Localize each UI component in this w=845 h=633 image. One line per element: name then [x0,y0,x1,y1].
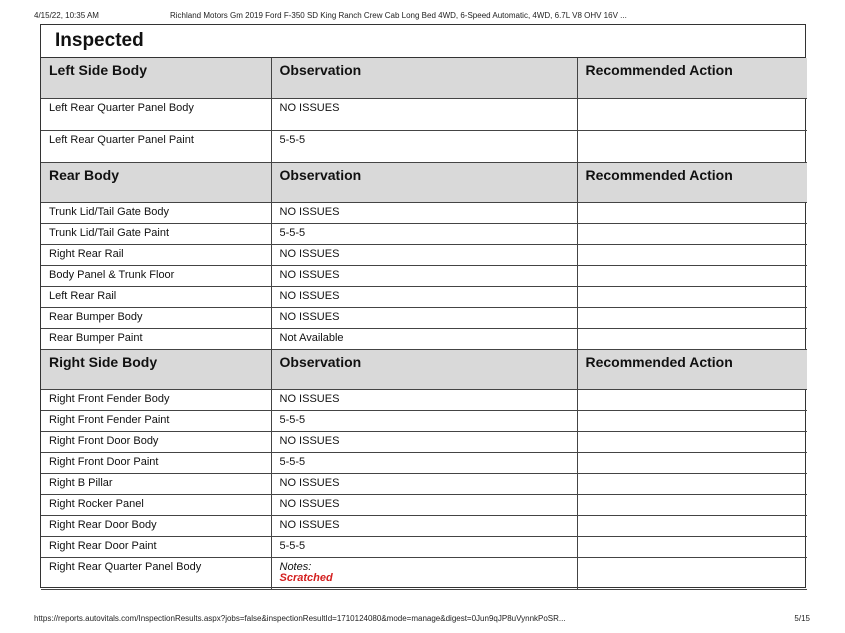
observation-cell: NO ISSUES [271,431,577,452]
recommended-action-cell [577,536,807,557]
observation-cell: NO ISSUES [271,202,577,223]
recommended-action-cell [577,494,807,515]
observation-cell: NO ISSUES [271,494,577,515]
inspection-row [41,244,807,265]
observation-column-header: Observation [271,162,577,202]
inspection-item: Left Rear Quarter Panel Paint [41,130,271,162]
inspection-item: Right Front Door Body [41,431,271,452]
inspection-row [41,431,807,452]
recommended-action-cell [577,130,807,162]
observation-cell: NO ISSUES [271,98,577,130]
print-header [34,11,814,20]
section-heading: Left Side Body [41,58,271,98]
section-header-row [41,349,807,389]
observation-cell: NO ISSUES [271,244,577,265]
recommended-action-cell [577,286,807,307]
recommended-action-cell [577,202,807,223]
inspection-row [41,223,807,244]
inspection-row [41,494,807,515]
notes-value: Scratched [279,571,333,584]
observation-column-header: Observation [271,349,577,389]
recommended-action-cell [577,473,807,494]
observation-cell: Not Available [271,328,577,349]
recommended-action-cell [577,265,807,286]
observation-cell: 5-5-5 [271,223,577,244]
inspection-item: Right Rear Door Paint [41,536,271,557]
print-url: https://reports.autovitals.com/InspectionResults.aspx?jobs=false&inspectionResultId=1710124080&mode=manage&digest=0Jun9qJP8uVynnkPoSR... [34,614,566,623]
recommended-action-cell [577,307,807,328]
observation-cell: 5-5-5 [271,410,577,431]
inspection-item: Right Front Fender Paint [41,410,271,431]
print-timestamp: 4/15/22, 10:35 AM [34,11,99,20]
inspection-item: Left Rear Rail [41,286,271,307]
inspection-item: Left Rear Quarter Panel Body [41,98,271,130]
inspection-table [41,58,807,590]
inspection-row [41,410,807,431]
inspection-item: Right Rear Quarter Panel Body [41,557,271,589]
inspection-row [41,307,807,328]
recommended-action-column-header: Recommended Action [577,162,807,202]
recommended-action-cell [577,223,807,244]
recommended-action-cell [577,431,807,452]
inspection-row [41,328,807,349]
section-heading: Rear Body [41,162,271,202]
recommended-action-cell [577,410,807,431]
recommended-action-cell [577,389,807,410]
inspection-row [41,98,807,130]
observation-cell [271,557,577,589]
observation-cell: 5-5-5 [271,130,577,162]
recommended-action-cell [577,452,807,473]
recommended-action-column-header: Recommended Action [577,58,807,98]
inspection-item: Trunk Lid/Tail Gate Body [41,202,271,223]
page-number: 5/15 [794,614,810,623]
inspection-row [41,130,807,162]
inspection-row [41,389,807,410]
recommended-action-cell [577,244,807,265]
observation-column-header: Observation [271,58,577,98]
recommended-action-column-header: Recommended Action [577,349,807,389]
print-footer [34,614,814,623]
inspection-item: Body Panel & Trunk Floor [41,265,271,286]
recommended-action-cell [577,328,807,349]
inspection-table-body [41,58,807,589]
inspection-item: Right Front Door Paint [41,452,271,473]
inspection-row [41,452,807,473]
inspection-row [41,536,807,557]
observation-cell: NO ISSUES [271,307,577,328]
inspection-report [40,24,806,588]
recommended-action-cell [577,98,807,130]
inspection-row [41,515,807,536]
observation-cell: 5-5-5 [271,536,577,557]
observation-cell: NO ISSUES [271,389,577,410]
inspection-item: Trunk Lid/Tail Gate Paint [41,223,271,244]
observation-cell: 5-5-5 [271,452,577,473]
observation-cell: NO ISSUES [271,473,577,494]
inspection-item: Right Rear Door Body [41,515,271,536]
inspection-item: Right Rocker Panel [41,494,271,515]
inspection-item: Rear Bumper Paint [41,328,271,349]
print-title: Richland Motors Gm 2019 Ford F-350 SD King Ranch Crew Cab Long Bed 4WD, 6-Speed Automatic, 4WD, 6.7L V8 OHV 16V ... [170,11,627,20]
inspection-item: Right B Pillar [41,473,271,494]
inspection-row [41,286,807,307]
inspection-row [41,265,807,286]
inspection-row [41,473,807,494]
observation-cell: NO ISSUES [271,265,577,286]
inspection-item: Right Front Fender Body [41,389,271,410]
section-heading: Right Side Body [41,349,271,389]
inspection-item: Right Rear Rail [41,244,271,265]
inspection-row [41,557,807,589]
observation-cell: NO ISSUES [271,286,577,307]
observation-cell: NO ISSUES [271,515,577,536]
inspection-item: Rear Bumper Body [41,307,271,328]
section-header-row [41,58,807,98]
inspection-row [41,202,807,223]
report-title: Inspected [41,25,805,58]
notes-label: Notes: [279,560,312,573]
recommended-action-cell [577,515,807,536]
section-header-row [41,162,807,202]
recommended-action-cell [577,557,807,589]
